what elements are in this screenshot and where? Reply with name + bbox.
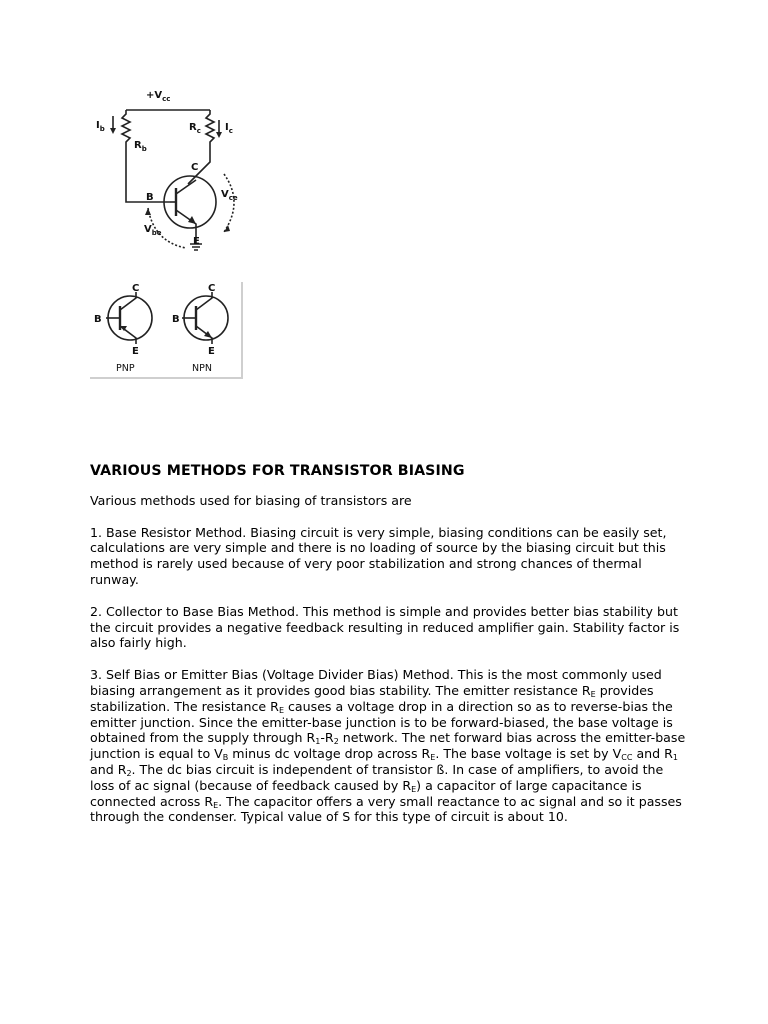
- rc-label: $R_c$: [189, 122, 201, 135]
- npn-collector-label: C: [208, 283, 216, 294]
- rb-resistor: [122, 110, 170, 202]
- npn-symbol: [172, 283, 228, 374]
- collector-label: C: [191, 162, 199, 173]
- intro-paragraph: Various methods used for biasing of transistors are: [90, 492, 412, 508]
- pnp-npn-symbols-figure: [86, 280, 246, 380]
- vbe-label: $V_{be}$: [144, 224, 162, 237]
- ib-label: $I_b$: [96, 120, 105, 133]
- pnp-emitter-label: E: [132, 346, 139, 357]
- base-label: B: [146, 192, 154, 203]
- symbols-svg: [86, 280, 246, 380]
- section-heading: VARIOUS METHODS FOR TRANSISTOR BIASING: [90, 463, 465, 479]
- vce-arrow: [224, 174, 234, 232]
- rb-label: $R_b$: [134, 140, 147, 153]
- base-resistor-circuit-diagram: [88, 84, 258, 264]
- pnp-caption: PNP: [116, 363, 135, 374]
- collector-base-bias-paragraph: 2. Collector to Base Bias Method. This method is simple and provides better bias stability but the circuit provides a negative feedback resulting in reduced amplifier gain. Stability factor is also fairly high.: [90, 603, 680, 651]
- pnp-collector-label: C: [132, 283, 140, 294]
- vce-label: $V_{ce}$: [221, 189, 238, 202]
- base-resistor-method-paragraph: 1. Base Resistor Method. Biasing circuit is very simple, biasing conditions can be easily set, calculations are very simple and there is no loading of source by the biasing circuit but this method is rarely used because of very poor stabilization and strong chances of thermal runway.: [90, 524, 667, 587]
- circuit-svg: [88, 84, 258, 264]
- pnp-symbol: [94, 283, 152, 374]
- vcc-label: $+V_{cc}$: [146, 90, 171, 103]
- npn-emitter-label: E: [208, 346, 215, 357]
- npn-caption: NPN: [192, 363, 212, 374]
- npn-base-label: B: [172, 314, 180, 325]
- document-body: [90, 464, 690, 841]
- voltage-divider-bias-paragraph: 3. Self Bias or Emitter Bias (Voltage Divider Bias) Method. This is the most commonly used biasing arrangement as it provides good bias stability. The emitter resistance $R_E$ provides stabilization. The resistance $R_E$ causes a voltage drop in a direction so as to reverse-bias the emitter junction. Since the emitter-base junction is to be forward-biased, the base voltage is obtained from the supply through $R_1-R_2$ network. The net forward bias across the emitter-base junction is equal to $V_B$ minus dc voltage drop across $R_E$. The base voltage is set by $V_{CC}$ and $R_1$ and $R_2$. The dc bias circuit is independent of transistor ß. In case of amplifiers, to avoid the loss of ac signal (because of feedback caused by $R_E$) a capacitor of large capacitance is connected across $R_E$. The capacitor offers a very small reactance to ac signal and so it passes through the condenser. Typical value of S for this type of circuit is about 10.: [90, 667, 686, 825]
- ic-label: $I_c$: [225, 122, 233, 135]
- pnp-base-label: B: [94, 314, 102, 325]
- emitter-label: E: [193, 236, 200, 247]
